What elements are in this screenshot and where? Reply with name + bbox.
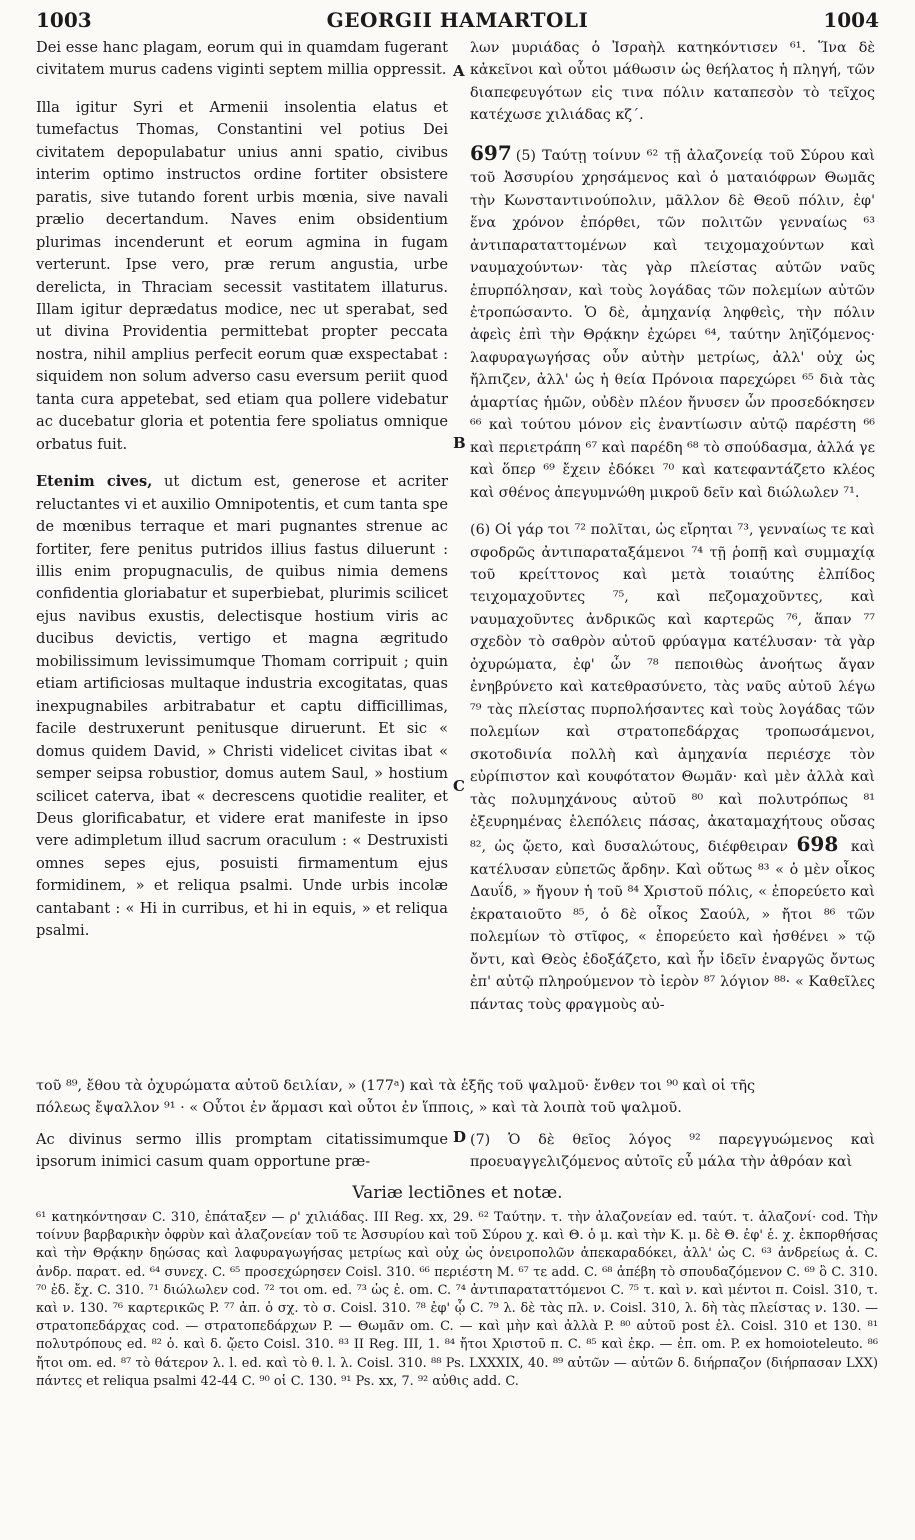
spanning-line: τοῦ ⁸⁹, ἔθου τὰ ὀχυρώματα αὐτοῦ δειλίαν, » (177ᵃ) καὶ τὰ ἑξῆς τοῦ ψαλμοῦ· ἔνθεν τοι ⁹⁰ καὶ οἱ τῆς <box>36 1078 756 1094</box>
greek-paragraph <box>470 142 875 504</box>
latin-paragraph <box>36 471 448 943</box>
paragraph-text: καὶ κατέλυσαν εὐπετῶς ἄρδην. Καὶ οὕτως ⁸³ « ὁ μὲν οἶκος Δαυΐδ, » ἤγουν ἡ τοῦ ⁸⁴ Χριστοῦ πόλις, « ἐπορεύετο καὶ ἐκραταιοῦτο ⁸⁵, ὁ δὲ οἶκος Σαούλ, » ἤτοι ⁸⁶ τῶν πολεμίων τὸ στῖφος, « ἐπορεύετο καὶ ἠσθένει » τῷ ὄντι, καὶ Θεὸς ἐδοξάζετο, καὶ ἦν ἰδεῖν ἐναργῶς ὄντως ἐπ' αὐτῷ πληρούμενον τὸ ἱερὸν ⁸⁷ λόγιον ⁸⁸· « Καθεῖλες πάντας τοὺς φραγμοὺς αὐ- <box>470 839 875 1013</box>
spanning-text <box>36 1075 876 1120</box>
spanning-line: πόλεως ἔψαλλον ⁹¹ · « Οὗτοι ἐν ἅρμασι καὶ οὗτοι ἐν ἵπποις, » καὶ τὰ λοιπὰ τοῦ ψαλμοῦ. <box>36 1100 682 1117</box>
column-number: 698 <box>796 832 839 857</box>
margin-letter-a: A <box>453 62 465 80</box>
latin-column <box>36 37 448 958</box>
paragraph-text: ut dictum est, generose et acriter reluctantes vi et auxilio Omnipotentis, et cum tanta spe de mœnibus terraque et mari pugnantes strenue ac fortiter, fere penitus putridos illius fastus diluerunt : illis enim propugnaculis, de quibus nimia demens confidentia gloriabatur et superbiebat, plurimis scilicet ejus navibus exustis, delectisque hostium viris ac ducibus devictis, vertigo et magna ægritudo mobilissimum levissimumque Thomam corripuit ; quin etiam artificiosas multaque industria excogitatas, quas inexpugnabiles arbitrabatur et captu difficillimas, facile destruxerunt penitusque diruerunt. Et sic « domus quidem David, » Christi videlicet civitas ibat « semper seipsa robustior, domus autem Saul, » hostium scilicet caterva, ibat « decrescens quotidie realiter, et Deus glorificabatur, et videre erat manifeste in ipso vere adimpletum illud sacrum oraculum : « Destruxisti omnes sepes ejus, posuisti firmamentum ejus formidinem, » et reliqua psalmi. Unde urbis incolæ cantabant : « Hi in curribus, et hi in equis, » et reliqua psalmi. <box>36 473 448 940</box>
left-page-number: 1003 <box>36 8 92 32</box>
right-page-number: 1004 <box>823 8 879 32</box>
greek-paragraph <box>470 519 875 1016</box>
latin-paragraph-bottom: Ac divinus sermo illis promptam citatissimumque ipsorum inimici casum quam opportune præ- <box>36 1131 448 1171</box>
page-header <box>36 4 879 34</box>
paragraph-text: (5) Ταύτῃ τοίνυν ⁶² τῇ ἀλαζονείᾳ τοῦ Σύρου καὶ τοῦ Ἀσσυρίου χρησάμενος καὶ ὁ ματαιόφρων Θωμᾶς τὴν Κωνσταντινούπολιν, μᾶλλον δὲ Θεοῦ πόλιν, ἐφ' ἕνα χρόνον ἐπόρθει, τῶν πολιτῶν γενναίως ⁶³ ἀντιπαραταττομένων καὶ τειχομαχούντων καὶ ναυμαχούντων· τὰς γὰρ πλείστας αὐτῶν ναῦς ἐπυρπόλησαν, καὶ τοὺς λογάδας τῶν πολεμίων αὐτῶν ἐτροπώσαντο. Ὁ δὲ, ἀμηχανίᾳ ληφθεὶς, τὴν πόλιν ἀφεὶς ἐπὶ τὴν Θρᾴκην ἐχώρει ⁶⁴, ταύτην ληϊζόμενος· λαφυραγωγήσας οὖν αὐτὴν μετρίως, ἀλλ' οὐχ ὡς ἤλπιζεν, ἀλλ' ὡς ἡ θεία Πρόνοια παρεχώρει ⁶⁵ διὰ τὰς ἁμαρτίας ἡμῶν, οὐδὲν πλέον ἤνυσεν ὧν προσεδόκησεν ⁶⁶ καὶ τούτου μόνον εἰς ἐναντίωσιν αὐτῷ παρέστη ⁶⁶ καὶ περιετράπη ⁶⁷ καὶ παρέδη ⁶⁸ τὸ σπούδασμα, ἀλλά γε καὶ ὅπερ ⁶⁹ ἔχειν ἐδόκει ⁷⁰ καὶ κατεφαντάζετο κλέος καὶ σθένος ἀπεγυμνώθη μικροῦ δεῖν καὶ διώλωλεν ⁷¹. <box>470 147 875 501</box>
margin-letter-c: C <box>453 777 465 795</box>
margin-letter-b: B <box>453 434 466 452</box>
running-title: GEORGII HAMARTOLI <box>326 8 589 32</box>
notes-heading: Variæ lectiōnes et notæ. <box>352 1183 563 1203</box>
column-number: 697 <box>470 140 512 165</box>
greek-column <box>470 37 875 1031</box>
footnotes: ⁶¹ κατηκόντησαν C. 310, ἐπάταξεν — ρ' χιλιάδας. III Reg. xx, 29. ⁶² Ταύτην. τ. τὴν ἀλαζονείαν ed. ταύτ. τ. ἀλαζονί· cod. Τὴν τοίνυν βαρβαρικὴν ὀφρὺν καὶ ἀλαζονείαν τοῦ τε Ἀσσυρίου καὶ τοῦ Σύρου χ. καὶ Θ. ὁ μ. καὶ τὴν Κ. μ. δὲ Θ. ἐφ' ἑ. χ. ἐκπορθήσας καὶ τὴν Θρᾴκην δῃώσας καὶ λαφυραγωγήσας μετρίως καὶ οὐχ ὡς ὀνειροπολῶν ἀπεκαραδόκει, ἀλλ' ὡς C. ⁶³ ἀνδρείως ἀ. C. ἀνδρ. παρατ. ed. ⁶⁴ συνεχ. C. ⁶⁵ προσεχώρησεν Coisl. 310. ⁶⁶ περιέστη M. ⁶⁷ τε add. C. ⁶⁸ ἀπέβη τὸ σπουδαζόμενον C. ⁶⁹ ὃ C. 310. ⁷⁰ ἐδ. ἔχ. C. 310. ⁷¹ διώλωλεν cod. ⁷² τοι om. ed. ⁷³ ὡς ἐ. om. C. ⁷⁴ ἀντιπαραταττόμενοι C. ⁷⁵ τ. καὶ ν. καὶ μέντοι π. Coisl. 310, τ. καὶ ν. 130. ⁷⁶ καρτερικῶς P. ⁷⁷ ἀπ. ὁ σχ. τὸ σ. Coisl. 310. ⁷⁸ ἐφ' ᾧ C. ⁷⁹ λ. δὲ τὰς πλ. ν. Coisl. 310, λ. δὴ τὰς πλείστας ν. 130. — στρατοπεδάρχας cod. — στρατοπεδάρχων P. — Θωμᾶν om. C. — καὶ μὴν καὶ ἀλλὰ P. ⁸⁰ αὐτοῦ post ἑλ. Coisl. 310 et 130. ⁸¹ πολυτρόπους ed. ⁸² ὁ. καὶ δ. ᾤετο Coisl. 310. ⁸³ II Reg. III, 1. ⁸⁴ ἤτοι Χριστοῦ π. C. ⁸⁵ καὶ ἐκρ. — ἐπ. om. P. ex homoioteleuto. ⁸⁶ ἤτοι om. ed. ⁸⁷ τὸ θάτερον λ. l. ed. καὶ τὸ θ. l. λ. Coisl. 310. ⁸⁸ Ps. LXXXIX, 40. ⁸⁹ αὐτῶν — αὐτῶν δ. διήρπαζον (διήρπασαν LXX) πάντες et reliqua psalmi 42-44 C. ⁹⁰ οἱ C. 130. ⁹¹ Ps. xx, 7. ⁹² αὐθις add. C. <box>36 1210 878 1389</box>
greek-paragraph: λων μυριάδας ὁ Ἰσραὴλ κατηκόντισεν ⁶¹. Ἵνα δὲ κἀκεῖνοι καὶ οὗτοι μάθωσιν ὡς θεήλατος ἡ πληγή, τῶν διαπεφευγότων εἰς τινα πόλιν καταπεσὸν τὸ τεῖχος κατέχωσε χιλιάδας κζ΄. <box>470 40 875 124</box>
latin-paragraph: Illa igitur Syri et Armenii insolentia elatus et tumefactus Thomas, Constantini vel potius Dei civitatem depopulabatur unius anni spatio, civibus interim optimo instructos ordine fortiter obsistere paratis, sive tutando forent urbis mœnia, sive navali prælio decertandum. Naves enim obsidentium plurimas incenderunt et eorum agmina in fugam verterunt. Ipse vero, præ rerum angustia, urbe derelicta, in Thraciam secessit vastitatem illaturus. Illam igitur deprædatus modice, nec ut sperabat, sed ut divina Providentia permittebat propter peccata nostra, nihil amplius perfecit eorum quæ exspectabat : siquidem non solum adverso casu eversum periit quod tanta cura appetebat, sed etiam qua pollere videbatur ac ducebatur gloria et potentia fere spoliatus omnique orbatus fuit. <box>36 98 448 453</box>
greek-paragraph-bottom: (7) Ὁ δὲ θεῖος λόγος ⁹² παρεγγυώμενος καὶ προευαγγελιζόμενος αὐτοῖς εὖ μάλα τὴν ἀθρόαν καὶ <box>470 1132 875 1171</box>
latin-paragraph: Dei esse hanc plagam, eorum qui in quamdam fugerant civitatem murus cadens viginti septem millia oppressit. <box>36 39 448 79</box>
paragraph-lead: Etenim cives, <box>36 473 153 491</box>
paragraph-text: (6) Οἱ γάρ τοι ⁷² πολῖται, ὡς εἴρηται ⁷³, γενναίως τε καὶ σφοδρῶς ἀντιπαραταξάμενοι ⁷⁴ τῇ ῥοπῇ καὶ συμμαχίᾳ τοῦ κρείττονος καὶ μετὰ τοιαύτης ἐλπίδος τειχομαχοῦντες ⁷⁵, καὶ πεζομαχοῦντες, καὶ ναυμαχοῦντες ἀνδρικῶς καὶ καρτερῶς ⁷⁶, ἅπαν ⁷⁷ σχεδὸν τὸ σαθρὸν αὐτοῦ φρύαγμα κατέλυσαν· τὰ γὰρ ὀχυρώματα, ἐφ' ὧν ⁷⁸ πεποιθὼς ἀνοήτως ἄγαν ἐνηβρύνετο καὶ κατεθρασύνετο, τὰς ναῦς αὐτοῦ λέγω ⁷⁹ τὰς πλείστας πυρπολήσαντες καὶ τοὺς λογάδας τῶν πολεμίων καὶ στρατοπεδάρχας τροπωσάμενοι, σκοτοδινία πολλὴ καὶ ἀμηχανία περιέσχε τὸν εὐρίπιστον καὶ κουφότατον Θωμᾶν· καὶ μὲν ἀλλὰ καὶ τὰς πολυμηχάνους αὐτοῦ ⁸⁰ καὶ πολυτρόπως ⁸¹ ἐξευρημένας ἑλεπόλεις πάσας, ἀκαταμαχήτους οὔσας ⁸², ὡς ᾤετο, καὶ δυσαλώτους, διέφθειραν <box>470 522 875 856</box>
margin-letter-d: D <box>453 1128 467 1146</box>
